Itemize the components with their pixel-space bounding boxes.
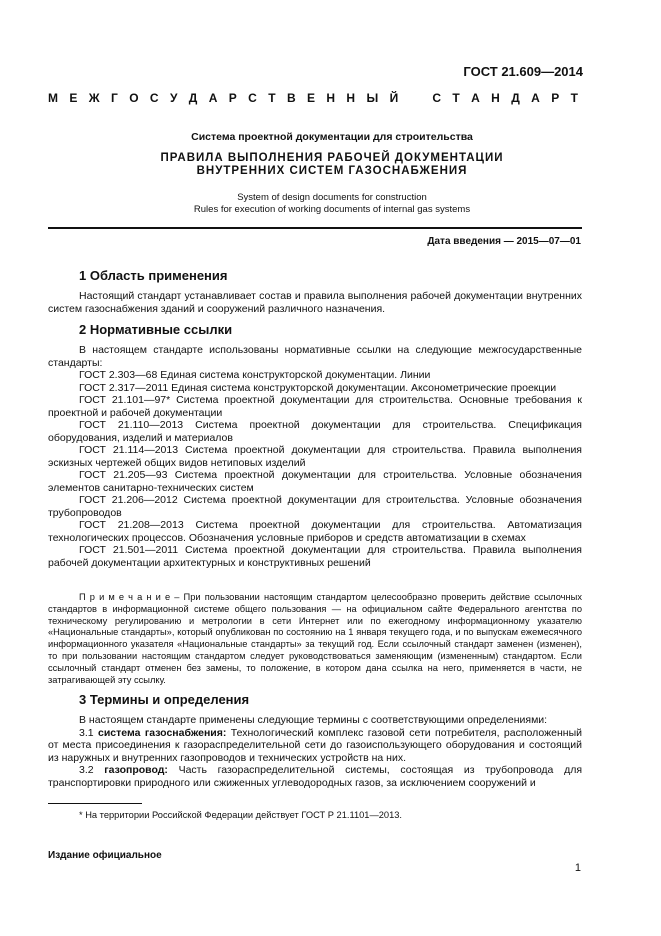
english-title-line-2: Rules for execution of working documents of internal gas systems <box>193 204 471 215</box>
note-label: П р и м е ч а н и е <box>79 592 171 602</box>
banner-letter: Ы <box>366 91 379 105</box>
banner-letter: Е <box>306 91 315 105</box>
reference-item: ГОСТ 21.114—2013 Система проектной документации для строительства. Правила выполнения эскизных чертежей общих видов нетиповых изделий <box>48 444 582 469</box>
banner-letter: Д <box>188 91 198 105</box>
banner-letter: У <box>169 91 178 105</box>
references-intro: В настоящем стандарте использованы нормативные ссылки на следующие межгосударственные стандарты: <box>48 344 582 369</box>
references-block <box>48 344 582 569</box>
term-name: газопровод: <box>104 764 168 776</box>
banner-letter: А <box>471 91 480 105</box>
document-title-line-1: ПРАВИЛА ВЫПОЛНЕНИЯ РАБОЧЕЙ ДОКУМЕНТАЦИИ <box>160 152 504 164</box>
reference-item: ГОСТ 2.317—2011 Единая система конструкторской документации. Аксонометрические проекции <box>79 381 557 394</box>
reference-item: ГОСТ 21.101—97* Система проектной документации для строительства. Основные требования к проектной и рабочей документации <box>48 394 582 419</box>
term-definition <box>48 764 582 789</box>
banner-letter: С <box>149 91 159 105</box>
document-title-line-2: ВНУТРЕННИХ СИСТЕМ ГАЗОСНАБЖЕНИЯ <box>196 165 468 177</box>
term-name: система газоснабжения: <box>98 726 227 739</box>
banner-letter: Р <box>228 91 237 105</box>
reference-item: ГОСТ 21.206—2012 Система проектной документации для строительства. Условные обозначения трубопроводов <box>48 494 582 519</box>
banner-letter: Н <box>491 91 500 105</box>
banner-letter: Т <box>570 91 578 105</box>
banner-letter: В <box>286 91 296 105</box>
banner-letter: М <box>48 91 58 105</box>
section-3-heading: 3 Термины и определения <box>79 692 250 707</box>
references-note <box>48 592 582 686</box>
term-number: 3.2 <box>79 764 105 776</box>
reference-item: ГОСТ 21.110—2013 Система проектной документации для строительства. Спецификация оборудования, изделий и материалов <box>48 419 582 444</box>
banner-letter: Е <box>69 91 78 105</box>
banner-letter: Ж <box>88 91 100 105</box>
banner-letter: Р <box>551 91 560 105</box>
banner-letter: Т <box>268 91 276 105</box>
edition-label: Издание официальное <box>48 850 162 861</box>
reference-item: ГОСТ 21.501—2011 Система проектной документации для строительства. Правила выполнения рабочей документации архитектурных и конструктивных решений <box>48 544 582 569</box>
document-code: ГОСТ 21.609—2014 <box>463 64 583 79</box>
banner-letter: Н <box>326 91 336 105</box>
term-definition <box>48 727 582 765</box>
banner-letter: Г <box>111 91 118 105</box>
note-text: – При пользовании настоящим стандартом целесообразно проверить действие ссылочных стандартов в информационной системе общего пользования — на официальном сайте Федерального агентства по техническому регулированию и метрологии в сети Интернет или по ежегодному информационному указателю «Национальные стандарты», который опубликован по состоянию на 1 января текущего года, и по выпускам ежемесячного информационного указателя «Национальные стандарты» за текущий год. Если ссылочный стандарт заменен (изменен), то при пользовании настоящим стандартом следует руководствоваться заменяющим (измененным) стандартом. Если ссылочный стандарт отменен без замены, то положение, в котором дана ссылка на него, применяется в части, не затрагивающей эту ссылку. <box>48 592 582 685</box>
banner-letter: Й <box>389 91 399 105</box>
reference-item: ГОСТ 21.208—2013 Система проектной документации для строительства. Автоматизация технологических процессов. Обозначения условные приборов и средств автоматизации в схемах <box>48 519 582 544</box>
page-number: 1 <box>574 862 581 874</box>
term-text: Технологический комплекс газовой сети потребителя, расположенный от места присоединения к газораспределительной сети до газоиспользующего оборудования и состоящий из наружных и внутренних газопроводов и технических устройств на них. <box>48 726 582 764</box>
reference-item: ГОСТ 21.205—93 Система проектной документации для строительства. Условные обозначения элементов санитарно-технических систем <box>48 469 582 494</box>
term-number: 3.1 <box>79 726 99 739</box>
term-text: Часть газораспределительной системы, состоящая из трубопровода для транспортировки природного или сжиженных углеводородных газов, за исключением сооружений и <box>48 764 583 789</box>
series-title: Система проектной документации для строительства <box>191 131 473 143</box>
banner-letter: Д <box>511 91 520 105</box>
banner-letter: А <box>208 91 218 105</box>
english-title-line-1: System of design documents for construction <box>237 192 427 203</box>
section-1-text: Настоящий стандарт устанавливает состав и правила выполнения рабочей документации внутренних систем газоснабжения зданий и сооружений различного назначения. <box>48 290 582 315</box>
introduction-date: Дата введения — 2015—07—01 <box>427 236 581 247</box>
english-title <box>40 192 624 216</box>
section-1-heading: 1 Область применения <box>79 268 228 283</box>
reference-item: ГОСТ 2.303—68 Единая система конструкторской документации. Линии <box>79 369 431 381</box>
banner-letter: С <box>248 91 257 105</box>
terms-intro: В настоящем стандарте применены следующие термины с соответствующими определениями: <box>79 714 548 726</box>
banner-letter: С <box>432 91 442 105</box>
banner-letter: Т <box>452 91 460 105</box>
terms-block <box>48 714 582 789</box>
document-title <box>40 152 624 178</box>
standard-type-banner <box>48 91 578 105</box>
banner-letter: Н <box>346 91 356 105</box>
banner-letter: О <box>129 91 139 105</box>
footnote: * На территории Российской Федерации действует ГОСТ Р 21.1101—2013. <box>79 810 403 820</box>
footnote-divider <box>48 803 142 804</box>
section-2-heading: 2 Нормативные ссылки <box>79 322 233 337</box>
banner-letter: А <box>531 91 540 105</box>
header-divider <box>48 227 582 229</box>
